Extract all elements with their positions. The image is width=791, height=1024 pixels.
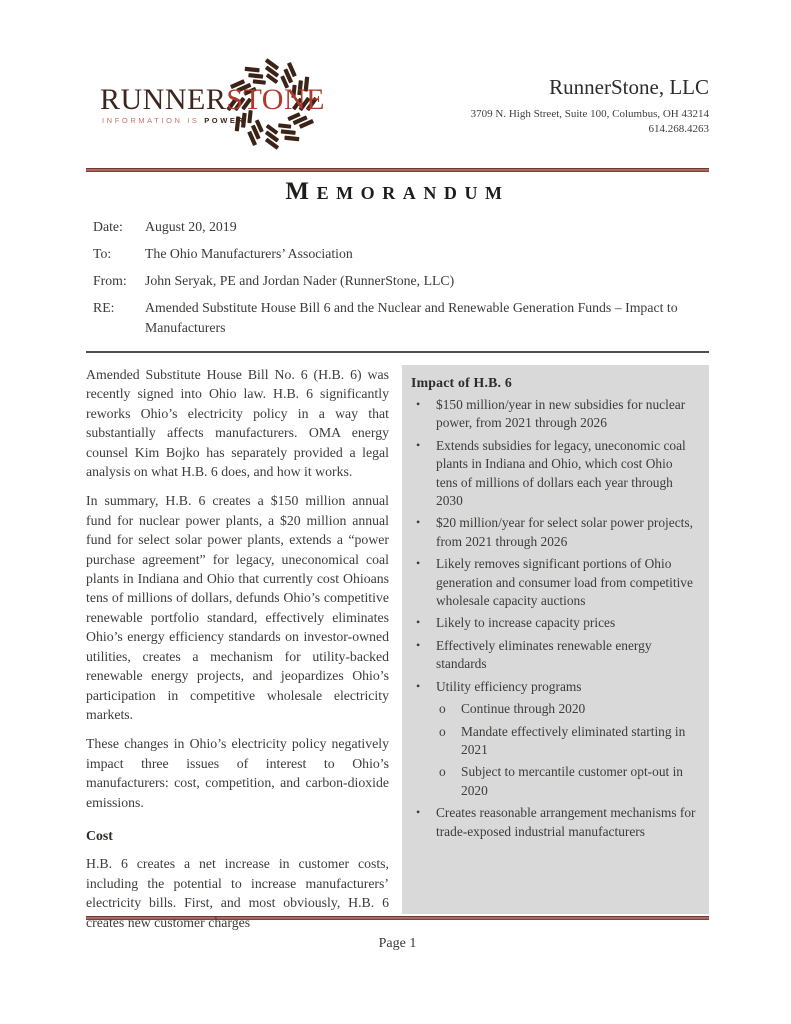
list-item-text: Effectively eliminates renewable energy standards [436,637,652,672]
logo-word-stone: STONE [226,83,325,116]
list-item [411,396,697,433]
list-item-text: $20 million/year for select solar power projects, from 2021 through 2026 [436,515,693,549]
list-item [411,804,697,841]
list-sub-item [411,700,697,718]
body-columns [86,365,709,930]
sub-bullet-icon: o [439,764,446,780]
bullet-icon: • [416,556,421,571]
tagline-power: POWER [204,116,246,125]
list-item-text: Utility efficiency programs [436,678,582,694]
body-paragraph: In summary, H.B. 6 creates a $150 million annual fund for nuclear power plants, a $20 million annual fund for select solar power plants, extends a “power purchase agreement” for legacy, uneconomical coal plants in Indiana and Ohio that currently cost Ohioans tens of millions of dollars, defunds Ohio’s competitive renewable portfolio standard, effectively eliminates Ohio’s energy efficiency standards on investor-owned utilities, creates a mechanism for utility-backed renewable energy projects, and jeopardizes Ohio’s participation in competitive wholesale electricity markets. [86,493,389,722]
impact-sidebar-box [402,365,709,914]
list-item [411,514,697,551]
company-name: RunnerStone, LLC [549,75,709,99]
list-item-text: $150 million/year in new subsidies for nuclear power, from 2021 through 2026 [436,397,686,431]
logo-word-runner: RUNNER [100,83,227,116]
company-block [471,58,709,137]
bullet-icon: • [416,397,421,411]
company-address: 3709 N. High Street, Suite 100, Columbus, OH 43214 [470,108,709,120]
body-text-column [86,365,389,930]
field-value-re: Amended Substitute House Bill 6 and the Nuclear and Renewable Generation Funds – Impact to Manufacturers [145,300,678,335]
impact-list [411,396,697,841]
logo-wordmark [100,85,350,115]
list-item-text: Subject to mercantile customer opt-out in 2020 [461,764,684,798]
header [86,58,709,158]
memo-title: MEMORANDUM [285,178,510,205]
bullet-icon: • [416,437,421,452]
field-value-date: August 20, 2019 [145,219,237,234]
list-item [411,614,697,632]
list-item-text: Continue through 2020 [461,701,586,717]
list-item-text: Likely removes significant portions of Ohio generation and consumer load from competitive wholesale capacity auctions [436,556,693,609]
runnerstone-logo [100,58,350,154]
page-number: Page 1 [378,936,417,951]
header-rule [86,168,709,172]
impact-box-title: Impact of H.B. 6 [411,375,512,390]
field-row-from [93,271,709,291]
list-item [411,678,697,696]
body-paragraph: H.B. 6 creates a net increase in customer costs, including the potential to increase manufacturers’ electricity bills. First, and most obviously, H.B. 6 creates new customer charges [86,856,389,930]
field-label-re: RE: [93,300,115,315]
bullet-icon: • [416,615,421,630]
tagline-information-is: INFORMATION IS [102,116,200,125]
list-item-text: Likely to increase capacity prices [436,615,616,631]
bullet-icon: • [416,678,421,693]
list-item [411,637,697,674]
bullet-icon: • [416,515,421,530]
field-label-to: To: [93,246,112,261]
company-phone: 614.268.4263 [648,123,709,135]
field-value-from: John Seryak, PE and Jordan Nader (RunnerStone, LLC) [145,273,455,288]
list-sub-item [411,723,697,760]
field-value-to: The Ohio Manufacturers’ Association [145,246,353,261]
cost-heading: Cost [86,827,113,843]
body-paragraph: These changes in Ohio’s electricity policy negatively impact three issues of interest to Ohio’s manufacturers: cost, competition, and carbon-dioxide emissions. [86,736,389,810]
list-item [411,437,697,511]
list-item-text: Extends subsidies for legacy, uneconomic coal plants in Indiana and Ohio, which cost Ohio tens of millions of dollars each year through 2030 [436,437,686,509]
bullet-icon: • [416,805,421,820]
field-row-to [93,244,709,264]
body-paragraph: Amended Substitute House Bill No. 6 (H.B. 6) was recently signed into Ohio law. H.B. 6 significantly reworks Ohio’s electricity policy in a way that substantially affects manufacturers. OMA energy counsel Kim Bojko has separately provided a legal analysis on what H.B. 6 does, and how it works. [86,367,389,480]
field-label-date: Date: [93,219,123,234]
sub-bullet-icon: o [439,723,446,739]
list-item-text: Creates reasonable arrangement mechanisms for trade-exposed industrial manufacturers [436,805,696,839]
list-sub-item [411,763,697,800]
field-row-date [93,217,709,237]
sub-bullet-icon: o [439,701,446,717]
list-item-text: Mandate effectively eliminated starting in 2021 [461,723,686,757]
field-label-from: From: [93,273,127,288]
bullet-icon: • [416,637,421,652]
memo-fields [93,217,709,351]
field-row-re [93,298,709,338]
body-top-rule [86,351,709,353]
logo-tagline [102,116,350,125]
list-item [411,555,697,610]
